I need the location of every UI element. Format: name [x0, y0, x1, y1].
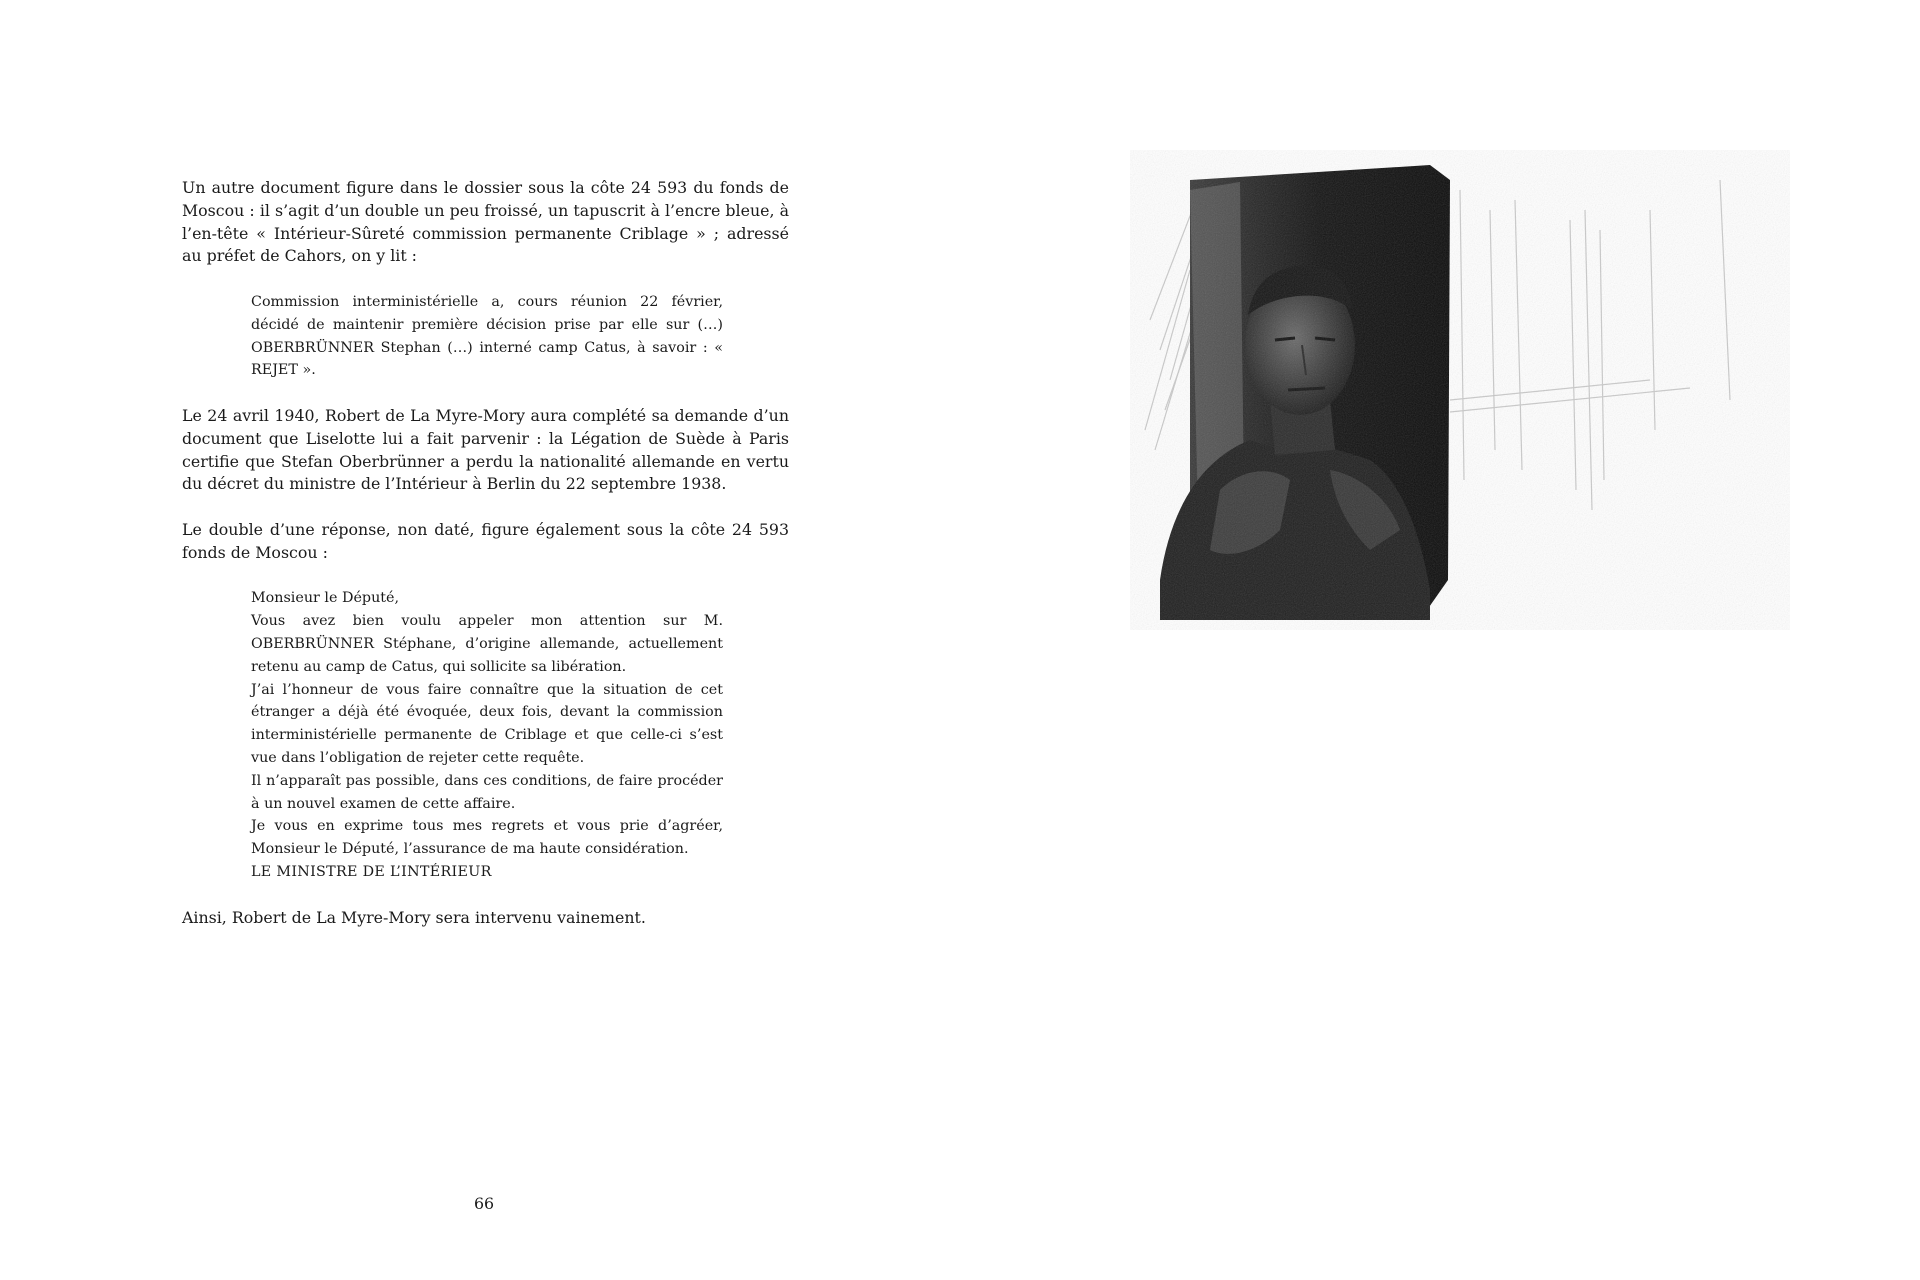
letter-paragraph: Vous avez bien voulu appeler mon attention sur M. OBERBRÜNNER Stéphane, d’origine allemande, actuellement retenu au camp de Catus, qui sollicite sa libération. — [251, 613, 723, 675]
letter-paragraph: J’ai l’honneur de vous faire connaître que la situation de cet étranger a déjà été évoquée, deux fois, devant la commission interministérielle permanente de Criblage et que celle-ci s’est vue dans l’obligation de rejeter cette requête. — [251, 681, 723, 766]
portrait-sketch — [1130, 150, 1790, 630]
paragraph: Le 24 avril 1940, Robert de La Myre-Mory aura complété sa demande d’un document que Liselotte lui a fait parvenir : la Légation de Suède à Paris certifie que Stefan Oberbrünner a perdu la nationalité allemande en vertu du décret du ministre de l’Intérieur à Berlin du 22 septembre 1938. — [182, 405, 789, 494]
paragraph: Un autre document figure dans le dossier sous la côte 24 593 du fonds de Moscou : il s’agit d’un double un peu froissé, un tapuscrit à l’encre bleue, à l’en-tête « Intérieur-Sûreté commission permanente Criblage » ; adressé au préfet de Cahors, on y lit : — [182, 178, 789, 266]
pencil-portrait-drawing — [1130, 150, 1790, 630]
letter-paragraph: Je vous en exprime tous mes regrets et vous prie d’agréer, Monsieur le Député, l’assurance de ma haute considération. — [251, 818, 723, 858]
page-number: 66 — [473, 1194, 495, 1213]
quoted-telegram: Commission interministérielle a, cours réunion 22 février, décidé de maintenir première décision prise par elle sur (…) OBERBRÜNNER Stephan (…) interné camp Catus, à savoir : « REJET ». — [251, 293, 723, 379]
letter-salutation: Monsieur le Député, — [251, 590, 400, 607]
paragraph: Ainsi, Robert de La Myre-Mory sera intervenu vainement. — [182, 907, 646, 927]
quoted-letter — [251, 587, 723, 883]
left-page-text — [182, 177, 789, 952]
paragraph: Le double d’une réponse, non daté, figure également sous la côte 24 593 fonds de Moscou : — [182, 519, 789, 562]
letter-signature: LE MINISTRE DE L’INTÉRIEUR — [251, 863, 492, 880]
letter-paragraph: Il n’apparaît pas possible, dans ces conditions, de faire procéder à un nouvel examen de cette affaire. — [251, 772, 723, 812]
